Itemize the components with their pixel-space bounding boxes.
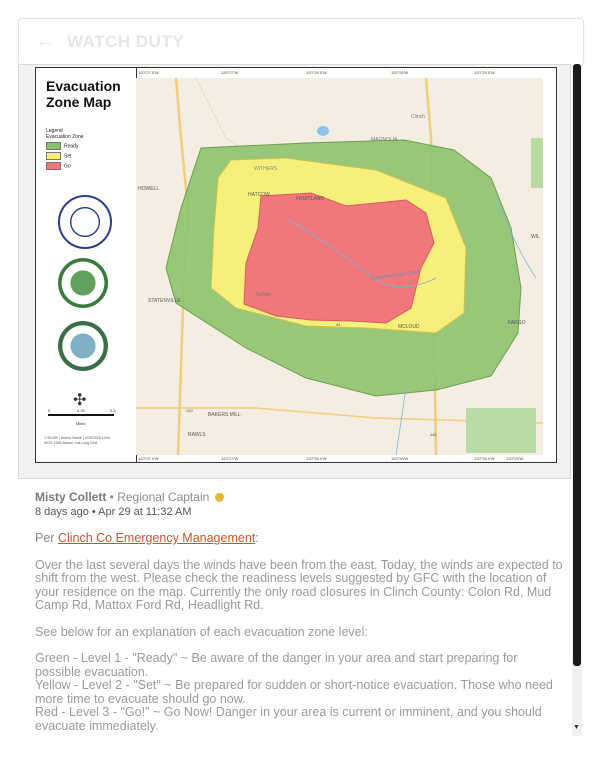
post-author-line: Misty Collett • Regional Captain — [35, 490, 565, 504]
map-image-card[interactable] — [18, 64, 571, 479]
coord-label: 120°25.5'W — [474, 70, 495, 75]
clinch-county-seal-logo — [58, 195, 112, 249]
map-fine-print: 1:35,000 | Author Name | 4/29/2026 1044 WGS 1984 Datum: Lat,Long Grid — [44, 436, 110, 445]
map-svg — [136, 78, 543, 455]
coord-label: 120°26.5'W — [306, 456, 327, 461]
coord-label: 120°27'W — [221, 70, 239, 75]
scroll-down-arrow-icon[interactable]: ▼ — [573, 724, 580, 731]
svg-text:100: 100 — [186, 408, 193, 413]
svg-text:FRUITLAND: FRUITLAND — [296, 196, 325, 202]
top-bar — [18, 18, 584, 66]
coord-label: 120°26'W — [391, 70, 409, 75]
legend-subtitle: Evacuation Zone — [46, 134, 84, 140]
coord-label: 120°25.5'W — [474, 456, 495, 461]
post-timestamp: 8 days ago • Apr 29 at 11:32 AM — [35, 506, 192, 518]
legend-title: Legend — [46, 128, 63, 134]
scale-label-025: 0.25 — [77, 408, 85, 413]
level-red-text: Red - Level 3 - "Go!" ~ Go Now! Danger in your area is current or imminent, and you should evacuate immediately. — [35, 705, 542, 733]
svg-text:HOWELL: HOWELL — [138, 186, 160, 192]
legend-item-go: Go — [46, 162, 84, 170]
post — [35, 490, 565, 733]
post-paragraph-2: See below for an explanation of each evacuation zone level: — [35, 624, 368, 639]
svg-text:WIL: WIL — [531, 234, 540, 240]
legend — [46, 128, 84, 170]
coord-label: 120°27.5'W — [138, 70, 159, 75]
legend-item-set: Set — [46, 152, 84, 160]
scale-label-0: 0 — [48, 408, 51, 413]
legend-item-ready: Ready — [46, 142, 84, 150]
arrow-left-icon[interactable]: ← — [35, 30, 55, 52]
map-legend-panel — [36, 68, 137, 462]
svg-text:MAGNOLIA: MAGNOLIA — [371, 137, 398, 143]
coord-label: 120°27'W — [221, 456, 239, 461]
north-arrow-icon: ✣ — [73, 392, 87, 409]
svg-text:Suwannoochee Creek: Suwannoochee Creek — [370, 269, 421, 282]
author-name[interactable]: Misty Collett — [35, 490, 107, 504]
svg-text:Clinch: Clinch — [411, 114, 425, 120]
scale-label-05: 0.5 — [110, 408, 116, 413]
shield-badge-icon — [215, 493, 224, 502]
source-link[interactable]: Clinch Co Emergency Management — [57, 531, 256, 545]
svg-text:Schole: Schole — [256, 292, 272, 298]
svg-text:HATCOW: HATCOW — [248, 192, 270, 198]
incident-management-team-logo — [58, 321, 108, 371]
coord-label: 120°25'W — [506, 456, 524, 461]
svg-text:WITHERS: WITHERS — [254, 166, 278, 172]
evacuation-map — [35, 67, 557, 463]
coord-label: 120°26.5'W — [306, 70, 327, 75]
coord-label: 120°26'W — [391, 456, 409, 461]
svg-text:FARGO: FARGO — [508, 320, 526, 326]
page-title: WATCH DUTY — [67, 32, 185, 51]
scale-bar — [48, 414, 114, 416]
post-paragraph-1: Over the last several days the winds have been from the east. Today, the winds are expected to shift from the west. Please check the readiness levels suggested by GFC with the location of your residence on the map. Currently the only road closures in Clinch County: Colon Rd, Mud Camp Rd, Mattox Ford Rd, Headlight Rd. — [35, 557, 563, 612]
map-title: Evacuation Zone Map — [46, 78, 121, 110]
author-role: Regional Captain — [117, 490, 210, 504]
svg-text:BAKERS MILL: BAKERS MILL — [208, 412, 241, 418]
level-yellow-text: Yellow - Level 2 - "Set" ~ Be prepared for sudden or short-notice evacuation. Those who need more time to evacuate should go now. — [35, 678, 553, 706]
svg-text:441: 441 — [430, 432, 437, 437]
map-canvas[interactable] — [136, 78, 543, 455]
go-zone — [244, 193, 434, 323]
svg-text:STATENVILLE: STATENVILLE — [148, 298, 181, 304]
svg-text:94: 94 — [336, 322, 341, 327]
echols-county-seal-logo — [58, 258, 108, 308]
post-source-line: Per Clinch Co Emergency Management: — [35, 531, 259, 545]
coord-label: 120°27.5'W — [138, 456, 159, 461]
svg-text:RAWLS: RAWLS — [188, 432, 206, 438]
svg-text:MCLOUD: MCLOUD — [398, 324, 420, 330]
scrollbar-thumb[interactable] — [573, 64, 581, 666]
scale-unit: Miles — [76, 421, 86, 426]
level-green-text: Green - Level 1 - "Ready" ~ Be aware of the danger in your area and start preparing for possible evacuation. — [35, 651, 518, 679]
